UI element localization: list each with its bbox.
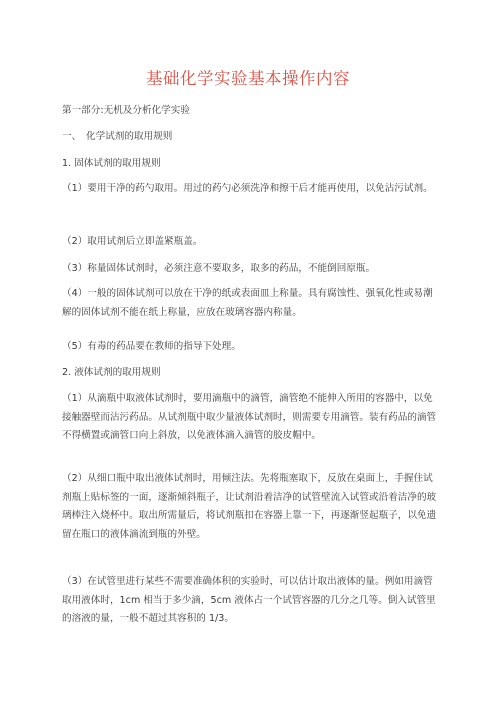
paragraph: （5）有毒的药品要在教师的指导下处理。 — [62, 341, 241, 352]
paragraph: （2）从细口瓶中取出液体试剂时，用倾注法。先将瓶塞取下，反放在桌面上，手握住试剂瓶上贴标签的一面，逐渐倾斜瓶子，让试剂沿着洁净的试管壁流入试管或沿着洁净的玻璃棒注入烧杯中。取出所需量后，将试剂瓶扣在容器上靠一下，再逐渐竖起瓶子，以免遗留在瓶口的液体滴流到瓶的外壁。 — [62, 473, 437, 540]
paragraph: （3）在试管里进行某些不需要准确体积的实验时，可以估计取出液体的量。例如用滴管取用液体时，1cm 相当于多少滴，5cm 液体占一个试管容器的几分之几等。倒入试管里的溶液的量，一般不超过其容积的 1/3。 — [62, 576, 436, 624]
item-heading: 1. 固体试剂的取用规则 — [62, 158, 161, 169]
paragraph: （1）要用干净的药勺取用。用过的药勺必须洗净和擦干后才能再使用，以免沾污试剂。 — [62, 183, 433, 194]
paragraph: （1）从滴瓶中取液体试剂时，要用滴瓶中的滴管，滴管绝不能伸入所用的容器中，以免接触器壁而沾污药品。从试剂瓶中取少量液体试剂时，则需要专用滴管。装有药品的滴管不得横置或滴管口向上斜放，以免液体滴入滴管的胶皮帽中。 — [62, 393, 437, 441]
paragraph: （3）称量固体试剂时，必须注意不要取多，取多的药品，不能倒回原瓶。 — [62, 263, 376, 274]
paragraph: （2）取用试剂后立即盖紧瓶盖。 — [62, 236, 203, 247]
paragraph: （4）一般的固体试剂可以放在干净的纸或表面皿上称量。具有腐蚀性、强氧化性或易潮解的固体试剂不能在纸上称量，应放在玻璃容器内称量。 — [62, 288, 433, 318]
subsection-heading: 一、 化学试剂的取用规则 — [62, 131, 173, 142]
section-heading: 第一部分:无机及分析化学实验 — [62, 105, 190, 116]
document-title: 基础化学实验基本操作内容 — [146, 69, 350, 88]
item-heading: 2. 液体试剂的取用规则 — [62, 367, 161, 378]
